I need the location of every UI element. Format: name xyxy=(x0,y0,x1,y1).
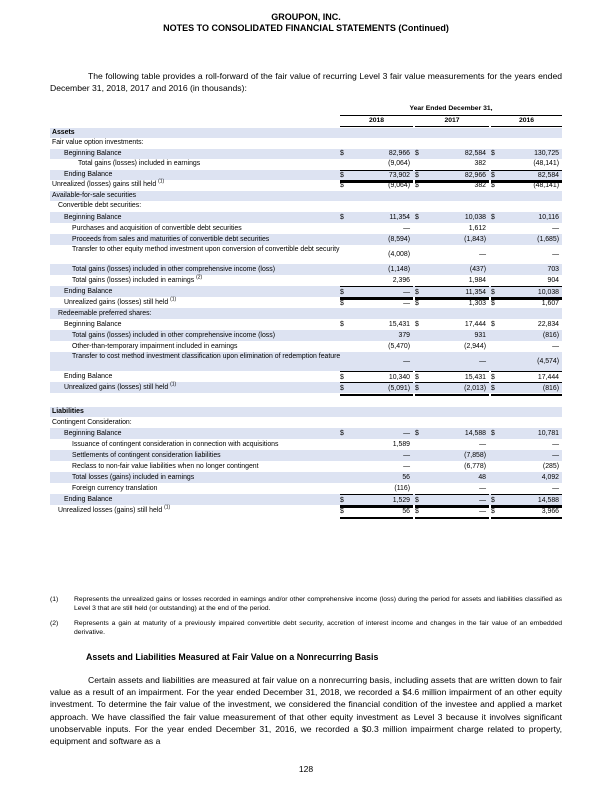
cell-value: (5,470) xyxy=(388,342,410,350)
value-cell-2018 xyxy=(340,223,413,234)
cell-value: 2,396 xyxy=(392,276,410,284)
value-cell-2018 xyxy=(340,483,413,494)
currency-symbol: $ xyxy=(340,149,344,157)
cell-value: 17,444 xyxy=(537,373,559,381)
table-row xyxy=(50,138,562,149)
row-label-text: Unrealized (losses) gains still held xyxy=(52,181,157,188)
cell-value: (116) xyxy=(394,485,410,492)
row-label xyxy=(64,297,176,308)
cell-value: 82,584 xyxy=(464,149,486,157)
value-cell-2017 xyxy=(415,505,489,519)
value-cell-2018 xyxy=(340,234,413,245)
cell-value: (8,594) xyxy=(388,235,410,243)
cell-value: — xyxy=(552,485,559,492)
cell-value: 56 xyxy=(402,508,410,515)
cell-value: 1,529 xyxy=(392,497,410,504)
footnote-reference: (1) xyxy=(170,296,177,303)
table-row xyxy=(50,352,562,371)
cell-value: — xyxy=(479,250,486,258)
currency-symbol: $ xyxy=(491,384,495,392)
value-cell-2016 xyxy=(491,461,562,472)
column-header-2017: 2017 xyxy=(444,117,460,124)
column-header-rule xyxy=(340,126,413,127)
row-label-text: Purchases and acquisition of convertible debt securities xyxy=(72,224,242,232)
table-row xyxy=(50,439,562,450)
currency-symbol: $ xyxy=(340,384,344,392)
cell-value: 48 xyxy=(478,474,486,481)
page-number: 128 xyxy=(298,764,314,774)
row-label-text: Ending Balance xyxy=(64,170,113,178)
currency-symbol: $ xyxy=(491,320,495,328)
table-row xyxy=(50,245,562,264)
period-header-rule xyxy=(340,115,562,116)
currency-symbol: $ xyxy=(415,430,419,437)
cell-value: (2,944) xyxy=(464,342,486,350)
cell-value: 1,612 xyxy=(468,224,486,232)
cell-value: 11,354 xyxy=(389,213,410,221)
value-cell-2018 xyxy=(340,264,413,275)
row-label xyxy=(64,382,176,393)
table-row xyxy=(50,159,562,170)
currency-symbol: $ xyxy=(340,213,344,221)
value-cell-2016 xyxy=(491,428,562,439)
cell-value: (1,843) xyxy=(464,235,486,243)
currency-symbol: $ xyxy=(415,213,419,221)
row-label-text: Proceeds from sales and maturities of convertible debt securities xyxy=(72,235,270,243)
table-row xyxy=(50,330,562,341)
currency-symbol: $ xyxy=(340,320,344,328)
cell-value: — xyxy=(479,508,486,515)
cell-value: 382 xyxy=(474,160,486,167)
table-row xyxy=(50,417,562,428)
value-cell-2018 xyxy=(340,159,413,170)
value-cell-2017 xyxy=(415,483,489,494)
row-label xyxy=(72,483,157,494)
table-row xyxy=(50,428,562,439)
row-label-text: Transfer to other equity method investment upon conversion of convertible debt security xyxy=(72,245,340,253)
table-row xyxy=(50,212,562,223)
cell-value: 1,984 xyxy=(468,276,486,284)
currency-symbol: $ xyxy=(491,149,495,157)
value-cell-2017 xyxy=(415,450,489,461)
cell-value: 82,966 xyxy=(464,171,486,179)
value-cell-2017 xyxy=(415,319,489,330)
row-label xyxy=(58,505,170,516)
cell-value: (437) xyxy=(469,265,486,273)
value-cell-2018 xyxy=(340,275,413,286)
section-header-row xyxy=(50,407,562,418)
currency-symbol: $ xyxy=(415,384,419,392)
value-cell-2017 xyxy=(415,223,489,234)
row-label-text: Convertible debt securities: xyxy=(58,202,142,209)
cell-value: 82,584 xyxy=(537,171,559,179)
row-label-text: Redeemable preferred shares: xyxy=(58,309,152,317)
value-cell-2016 xyxy=(491,330,562,341)
table-row xyxy=(50,223,562,234)
value-cell-2017 xyxy=(415,149,489,160)
cell-value: 56 xyxy=(402,474,410,481)
cell-value: — xyxy=(479,357,486,365)
cell-value: 82,966 xyxy=(388,149,410,157)
row-label-text: Reclass to non-fair value liabilities when no longer contingent xyxy=(72,463,259,470)
value-cell-2017 xyxy=(415,234,489,245)
currency-symbol: $ xyxy=(340,299,344,307)
cell-value: 931 xyxy=(474,331,486,339)
column-header-rule xyxy=(415,126,489,127)
footnote-reference: (2) xyxy=(196,274,203,281)
value-cell-2018 xyxy=(340,352,413,371)
currency-symbol: $ xyxy=(415,508,419,515)
cell-value: (2,013) xyxy=(464,384,486,392)
row-label xyxy=(72,264,275,275)
value-cell-2018 xyxy=(340,461,413,472)
row-label-text: Transfer to cost method investment classification upon elimination of redemption feature xyxy=(72,352,341,360)
value-cell-2017 xyxy=(415,439,489,450)
row-label xyxy=(64,212,121,223)
row-label xyxy=(52,191,136,202)
value-cell-2016 xyxy=(491,439,562,450)
value-cell-2017 xyxy=(415,341,489,352)
cell-value: 14,588 xyxy=(464,430,486,437)
currency-symbol: $ xyxy=(340,508,344,515)
cell-value: 1,303 xyxy=(468,299,486,307)
value-cell-2018 xyxy=(340,319,413,330)
footnote-text: Represents a gain at maturity of a previously impaired convertible debt security, accretion of interest income and changes in the fair value of an embedded derivative. xyxy=(74,620,562,636)
value-cell-2016 xyxy=(491,223,562,234)
cell-value: — xyxy=(552,342,559,350)
value-cell-2016 xyxy=(491,319,562,330)
row-label xyxy=(72,330,275,341)
table-row xyxy=(50,494,562,505)
value-cell-2018 xyxy=(340,472,413,483)
table-row xyxy=(50,286,562,297)
cell-value: — xyxy=(552,250,559,258)
cell-value: (5,091) xyxy=(388,384,410,392)
footnote-reference: (1) xyxy=(158,178,165,185)
value-cell-2017 xyxy=(415,330,489,341)
table-row xyxy=(50,461,562,472)
footnote-number: (2) xyxy=(50,620,59,627)
currency-symbol: $ xyxy=(415,288,419,296)
currency-symbol: $ xyxy=(415,373,419,381)
cell-value: 22,834 xyxy=(537,320,559,328)
currency-symbol: $ xyxy=(340,497,344,504)
value-cell-2018 xyxy=(340,439,413,450)
row-label xyxy=(64,170,112,181)
cell-value: 382 xyxy=(474,182,486,189)
row-label-text: Total gains (losses) included in earnings xyxy=(78,160,201,167)
value-cell-2016 xyxy=(491,341,562,352)
table-row xyxy=(50,234,562,245)
table-row xyxy=(50,275,562,286)
cell-value: — xyxy=(403,299,410,307)
currency-symbol: $ xyxy=(415,171,419,179)
row-label-text: Ending Balance xyxy=(64,372,113,380)
row-label xyxy=(52,128,75,138)
cell-value: 904 xyxy=(547,276,559,284)
value-cell-2018 xyxy=(340,245,413,264)
row-label-text: Unrealized losses (gains) still held xyxy=(58,507,163,514)
table-row xyxy=(50,382,562,393)
row-label-text: Contingent Consideration: xyxy=(52,419,132,426)
cell-value: 15,431 xyxy=(388,320,410,328)
cell-value: (9,064) xyxy=(388,182,410,189)
row-label xyxy=(72,450,221,461)
table-row xyxy=(50,191,562,202)
row-label-text: Fair value option investments: xyxy=(52,139,144,146)
cell-value: 10,116 xyxy=(538,213,559,221)
cell-value: 3,966 xyxy=(541,508,559,515)
row-label-text: Ending Balance xyxy=(64,496,113,503)
value-cell-2016 xyxy=(491,472,562,483)
currency-symbol: $ xyxy=(491,182,495,189)
row-label-text: Unrealized gains (losses) still held xyxy=(64,298,169,306)
value-cell-2018 xyxy=(340,341,413,352)
row-label-text: Beginning Balance xyxy=(64,320,122,328)
cell-value: 4,092 xyxy=(541,474,559,481)
table-row xyxy=(50,264,562,275)
cell-value: 130,725 xyxy=(534,149,559,157)
value-cell-2016 xyxy=(491,505,562,519)
section-header-row xyxy=(50,128,562,138)
row-label-text: Foreign currency translation xyxy=(72,485,158,492)
cell-value: — xyxy=(403,288,410,296)
cell-value: — xyxy=(552,452,559,459)
cell-value: (4,008) xyxy=(388,250,410,258)
row-label xyxy=(64,494,112,505)
table-row xyxy=(50,170,562,181)
currency-symbol: $ xyxy=(491,213,495,221)
value-cell-2018 xyxy=(340,428,413,439)
row-label-text: Total gains (losses) included in other comprehensive income (loss) xyxy=(72,265,275,273)
value-cell-2016 xyxy=(491,149,562,160)
row-label xyxy=(58,308,151,319)
value-cell-2017 xyxy=(415,275,489,286)
fair-value-rollforward-table xyxy=(50,128,562,516)
row-label-text: Assets xyxy=(52,129,75,136)
period-header: Year Ended December 31, xyxy=(409,105,493,112)
cell-value: — xyxy=(552,441,559,448)
value-cell-2018 xyxy=(340,505,413,519)
row-label xyxy=(72,234,269,245)
table-row xyxy=(50,297,562,308)
currency-symbol: $ xyxy=(491,299,495,307)
cell-value: (816) xyxy=(542,384,559,392)
value-cell-2017 xyxy=(415,245,489,264)
row-label xyxy=(72,275,202,286)
row-label xyxy=(52,180,164,191)
value-cell-2016 xyxy=(491,245,562,264)
cell-value: — xyxy=(403,357,410,365)
row-label xyxy=(72,472,194,483)
currency-symbol: $ xyxy=(491,288,495,296)
currency-symbol: $ xyxy=(340,182,344,189)
cell-value: (4,574) xyxy=(537,357,559,365)
cell-value: 1,607 xyxy=(541,299,559,307)
row-label-text: Beginning Balance xyxy=(64,430,122,437)
currency-symbol: $ xyxy=(491,508,495,515)
row-label xyxy=(72,439,278,450)
value-cell-2017 xyxy=(415,472,489,483)
row-label-text: Settlements of contingent consideration liabilities xyxy=(72,452,221,459)
cell-value: 14,588 xyxy=(537,497,559,504)
row-label-text: Total gains (losses) included in earnings xyxy=(72,276,195,284)
footnote-reference: (1) xyxy=(170,381,177,388)
value-cell-2018 xyxy=(340,149,413,160)
cell-value: (9,064) xyxy=(388,160,410,167)
table-row xyxy=(50,341,562,352)
cell-value: 10,781 xyxy=(537,430,559,437)
cell-value: — xyxy=(403,463,410,470)
row-label-text: Issuance of contingent consideration in connection with acquisitions xyxy=(72,441,279,448)
value-cell-2017 xyxy=(415,159,489,170)
cell-value: 10,340 xyxy=(388,373,410,381)
row-label xyxy=(64,149,121,160)
cell-value: — xyxy=(403,452,410,459)
cell-value: — xyxy=(403,224,410,232)
value-cell-2016 xyxy=(491,275,562,286)
currency-symbol: $ xyxy=(340,373,344,381)
cell-value: 17,444 xyxy=(464,320,486,328)
row-label xyxy=(52,138,144,149)
currency-symbol: $ xyxy=(491,497,495,504)
currency-symbol: $ xyxy=(340,288,344,296)
currency-symbol: $ xyxy=(415,149,419,157)
currency-symbol: $ xyxy=(415,182,419,189)
value-cell-2017 xyxy=(415,461,489,472)
cell-value: (48,141) xyxy=(533,182,559,189)
table-row xyxy=(50,201,562,212)
value-cell-2016 xyxy=(491,212,562,223)
row-label-text: Available-for-sale securities xyxy=(52,191,137,199)
footnote-reference: (1) xyxy=(164,504,171,511)
company-name: GROUPON, INC. xyxy=(271,12,341,22)
row-label-text: Other-than-temporary impairment included in earnings xyxy=(72,342,238,350)
row-label xyxy=(64,371,112,382)
currency-symbol: $ xyxy=(340,430,344,437)
footnote-number: (1) xyxy=(50,596,59,603)
cell-value: (1,148) xyxy=(388,265,410,273)
table-row xyxy=(50,371,562,382)
row-label xyxy=(72,341,237,352)
row-label xyxy=(52,417,132,428)
row-label xyxy=(58,201,141,212)
row-label-text: Total losses (gains) included in earnings xyxy=(72,474,195,481)
table-row xyxy=(50,472,562,483)
row-label xyxy=(72,246,362,254)
table-row xyxy=(50,319,562,330)
row-label-text: Unrealized gains (losses) still held xyxy=(64,383,169,391)
row-label-text: Beginning Balance xyxy=(64,149,122,157)
cell-value: 10,038 xyxy=(464,213,486,221)
intro-paragraph: The following table provides a roll-forward of the fair value of recurring Level 3 fair value measurements for the years ended December 31, 2018, 2017 and 2016 (in thousands): xyxy=(50,71,562,94)
cell-value: 703 xyxy=(547,265,559,273)
value-cell-2016 xyxy=(491,450,562,461)
row-label xyxy=(72,353,362,361)
value-cell-2018 xyxy=(340,330,413,341)
table-row xyxy=(50,308,562,319)
row-label-text: Total gains (losses) included in other comprehensive income (loss) xyxy=(72,331,275,339)
value-cell-2018 xyxy=(340,212,413,223)
cell-value: — xyxy=(479,485,486,492)
cell-value: (816) xyxy=(542,331,559,339)
value-cell-2018 xyxy=(340,450,413,461)
cell-value: — xyxy=(552,224,559,232)
currency-symbol: $ xyxy=(491,373,495,381)
value-cell-2016 xyxy=(491,483,562,494)
cell-value: 10,038 xyxy=(537,288,559,296)
cell-value: — xyxy=(479,441,486,448)
section-title: Assets and Liabilities Measured at Fair Value on a Nonrecurring Basis xyxy=(86,652,379,662)
cell-value: — xyxy=(479,497,486,504)
row-label xyxy=(64,286,112,297)
currency-symbol: $ xyxy=(415,497,419,504)
value-cell-2016 xyxy=(491,159,562,170)
row-label xyxy=(72,223,242,234)
cell-value: (6,778) xyxy=(464,463,486,470)
value-cell-2016 xyxy=(491,352,562,371)
body-paragraph: Certain assets and liabilities are measured at fair value on a nonrecurring basis, including assets that are written down to fair value as a result of an impairment. For the year ended December 31, 2018, we recorded a $4.6 million impairment of an other equity investment. To determine the fair value of the investment, we considered the financial condition of the investee and applied a market approach. We have classified the fair value measurement of that other equity investment as Level 3 because it involves significant unobservable inputs. For the year ended December 31, 2016, we recorded a $0.3 million impairment charge related to property, equipment and software as a xyxy=(50,675,562,747)
value-cell-2016 xyxy=(491,234,562,245)
page-subtitle: NOTES TO CONSOLIDATED FINANCIAL STATEMENTS (Continued) xyxy=(163,23,449,33)
row-label-text: Liabilities xyxy=(52,407,84,415)
value-cell-2016 xyxy=(491,264,562,275)
currency-symbol: $ xyxy=(491,430,495,437)
table-row xyxy=(50,450,562,461)
row-label xyxy=(64,319,121,330)
cell-value: — xyxy=(403,430,410,437)
row-label-text: Beginning Balance xyxy=(64,213,122,221)
value-cell-2017 xyxy=(415,264,489,275)
currency-symbol: $ xyxy=(415,320,419,328)
table-row xyxy=(50,483,562,494)
cell-value: (7,858) xyxy=(464,452,486,459)
cell-value: 15,431 xyxy=(464,373,486,381)
column-header-2018: 2018 xyxy=(368,117,385,124)
currency-symbol: $ xyxy=(491,171,495,179)
row-label xyxy=(64,428,121,439)
table-row xyxy=(50,393,562,407)
row-label-text: Ending Balance xyxy=(64,287,113,295)
currency-symbol: $ xyxy=(340,171,344,179)
cell-value: (1,685) xyxy=(537,235,559,243)
row-label xyxy=(52,407,84,418)
column-header-2016: 2016 xyxy=(518,117,535,124)
currency-symbol: $ xyxy=(415,299,419,307)
value-cell-2017 xyxy=(415,352,489,371)
table-row xyxy=(50,149,562,160)
cell-value: 73,902 xyxy=(388,171,410,179)
table-row xyxy=(50,180,562,191)
value-cell-2017 xyxy=(415,428,489,439)
value-cell-2017 xyxy=(415,212,489,223)
footnote-text: Represents the unrealized gains or losses recorded in earnings and/or other comprehensive income (loss) during the period for assets and liabilities classified as Level 3 that are still held (or outstanding) at the end of the period. xyxy=(74,596,562,612)
table-row xyxy=(50,505,562,516)
cell-value: (285) xyxy=(542,463,559,470)
cell-value: (48,141) xyxy=(533,160,559,167)
cell-value: 1,589 xyxy=(392,441,410,448)
cell-value: 11,354 xyxy=(465,288,486,296)
cell-value: 379 xyxy=(398,331,410,339)
row-label xyxy=(78,159,200,170)
row-label xyxy=(72,461,259,472)
column-header-rule xyxy=(491,126,562,127)
